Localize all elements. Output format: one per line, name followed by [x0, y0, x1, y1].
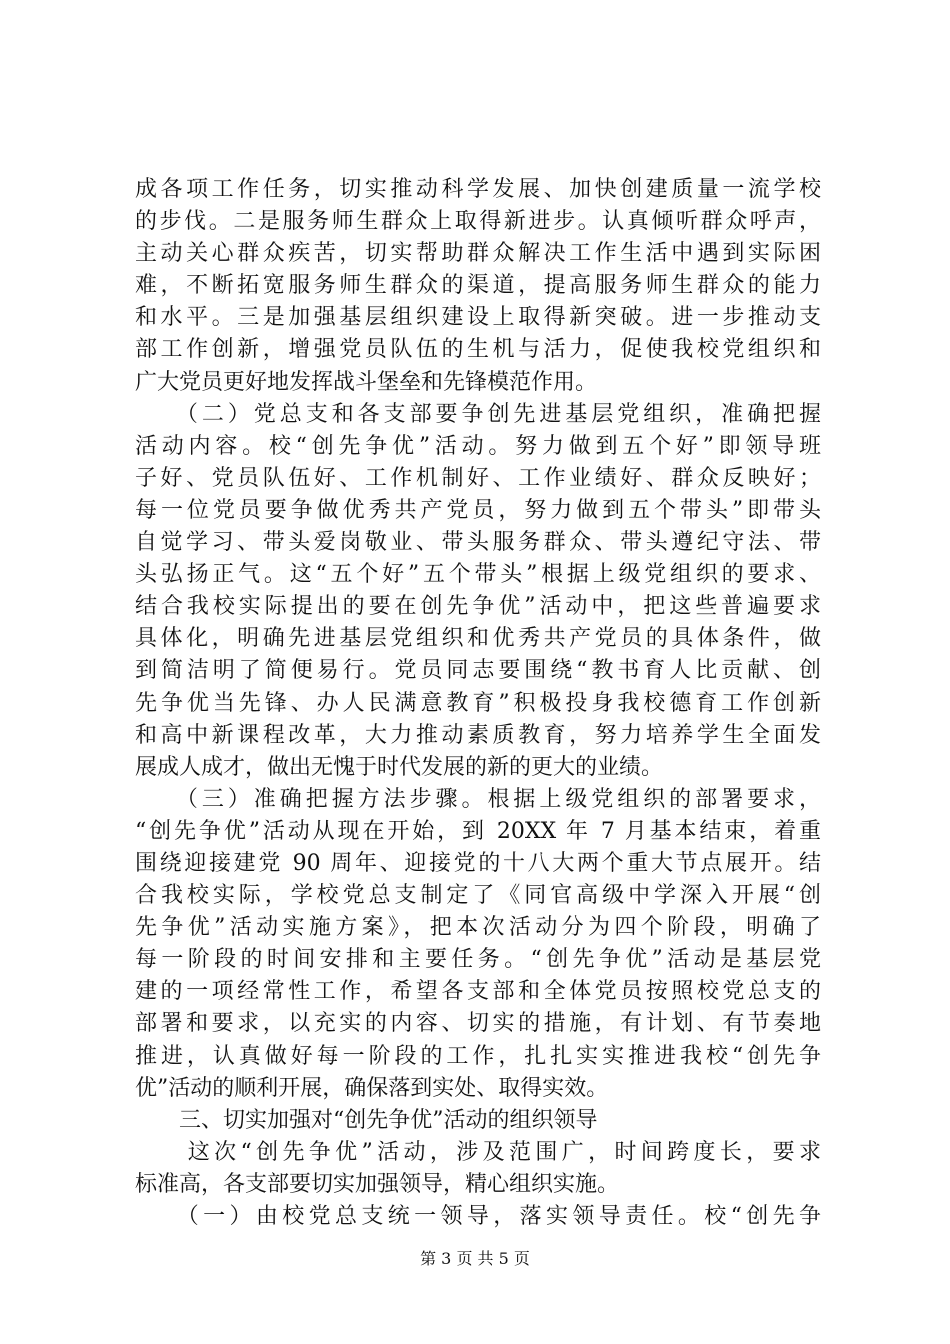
text-line: 主动关心群众疾苦，切实帮助群众解决工作生活中遇到实际困 — [135, 241, 821, 267]
text-line: 子好、党员队伍好、工作机制好、工作业绩好、群众反映好； — [135, 465, 821, 491]
text-line: 和水平。三是加强基层组织建设上取得新突破。进一步推动支 — [135, 305, 821, 331]
text-line: 头弘扬正气。这“五个好”五个带头”根据上级党组织的要求、 — [135, 562, 821, 588]
text-line: 结合我校实际提出的要在创先争优”活动中，把这些普遍要求 — [135, 594, 821, 620]
text-line: 展成人成才，做出无愧于时代发展的新的更大的业绩。 — [135, 754, 664, 780]
text-line: 活动内容。校“创先争优”活动。努力做到五个好”即领导班 — [135, 433, 821, 459]
text-line: 的步伐。二是服务师生群众上取得新进步。认真倾听群众呼声， — [135, 209, 821, 235]
text-line: 标准高，各支部要切实加强领导，精心组织实施。 — [135, 1171, 620, 1197]
text-line: “创先争优”活动从现在开始，到 20XX 年 7 月基本结束，着重 — [135, 818, 821, 844]
text-line: 推进，认真做好每一阶段的工作，扎扎实实推进我校“创先争 — [135, 1043, 821, 1069]
text-line: 具体化，明确先进基层党组织和优秀共产党员的具体条件，做 — [135, 626, 821, 652]
text-line: （三）准确把握方法步骤。根据上级党组织的部署要求， — [135, 786, 821, 812]
text-line: 围绕迎接建党 90 周年、迎接党的十八大两个重大节点展开。结 — [135, 850, 821, 876]
text-line: 和高中新课程改革，大力推动素质教育，努力培养学生全面发 — [135, 722, 821, 748]
text-line: 先争优”活动实施方案》，把本次活动分为四个阶段，明确了 — [135, 915, 821, 941]
page-number-footer: 第 3 页 共 5 页 — [420, 1249, 530, 1268]
text-line: 成各项工作任务，切实推动科学发展、加快创建质量一流学校 — [135, 177, 821, 202]
text-line: 每一阶段的时间安排和主要任务。“创先争优”活动是基层党 — [135, 947, 821, 973]
text-line: 难，不断拓宽服务师生群众的渠道，提高服务师生群众的能力 — [135, 273, 821, 299]
document-body — [135, 174, 821, 1233]
text-line: 先争优当先锋、办人民满意教育”积极投身我校德育工作创新 — [135, 690, 821, 716]
text-line: 优”活动的顺利开展，确保落到实处、取得实效。 — [135, 1075, 609, 1101]
text-line: 部工作创新，增强党员队伍的生机与活力，促使我校党组织和 — [135, 337, 821, 363]
text-line: 这次“创先争优”活动，涉及范围广，时间跨度长，要求 — [135, 1139, 821, 1165]
text-line: （二）党总支和各支部要争创先进基层党组织，准确把握 — [135, 401, 821, 427]
text-line: 广大党员更好地发挥战斗堡垒和先锋模范作用。 — [135, 369, 598, 395]
text-line: 建的一项经常性工作，希望各支部和全体党员按照校党总支的 — [135, 979, 821, 1005]
text-line: 三、切实加强对“创先争优”活动的组织领导 — [135, 1107, 598, 1133]
text-line: 自觉学习、带头爱岗敬业、带头服务群众、带头遵纪守法、带 — [135, 530, 821, 556]
text-line: 到简洁明了简便易行。党员同志要围绕“教书育人比贡献、创 — [135, 658, 821, 684]
text-line: （一）由校党总支统一领导，落实领导责任。校“创先争 — [135, 1204, 821, 1229]
text-line: 每一位党员要争做优秀共产党员，努力做到五个带头”即带头 — [135, 497, 821, 523]
text-line: 合我校实际，学校党总支制定了《同官高级中学深入开展“创 — [135, 883, 821, 909]
text-line: 部署和要求，以充实的内容、切实的措施，有计划、有节奏地 — [135, 1011, 821, 1037]
